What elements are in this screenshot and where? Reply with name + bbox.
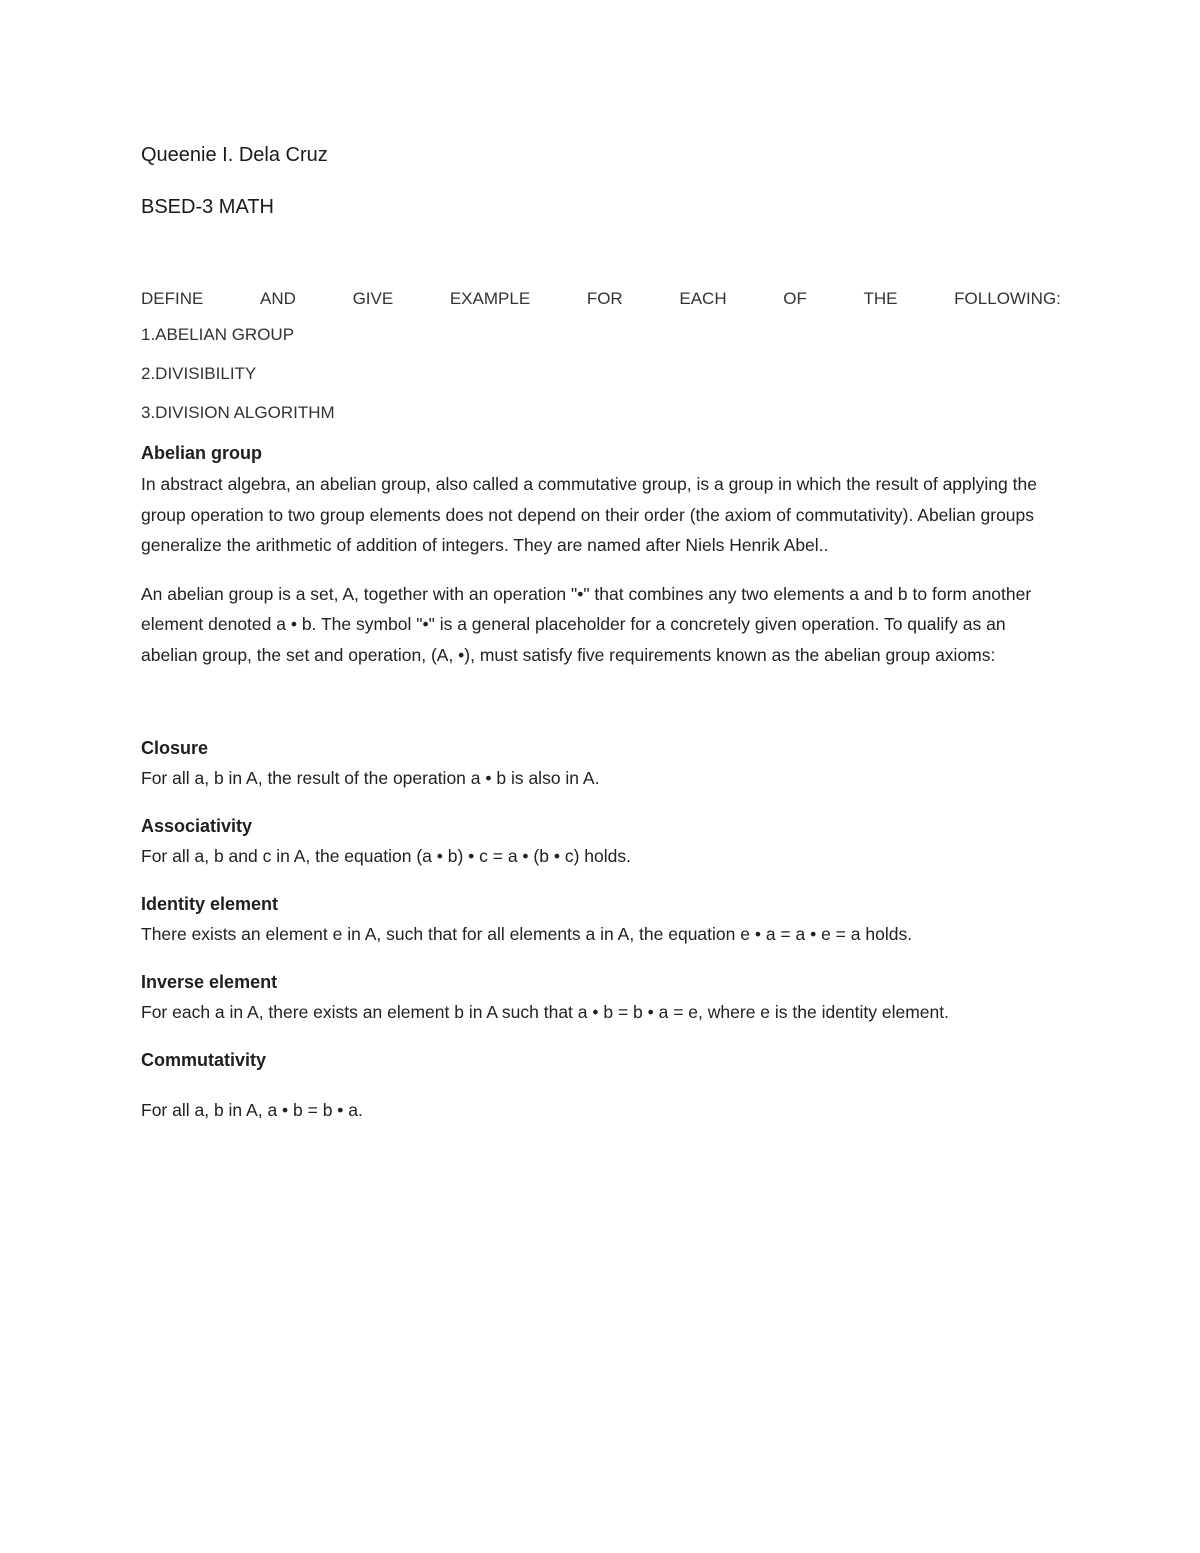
abelian-set-paragraph: An abelian group is a set, A, together with an operation "•" that combines any two elements a and b to form another element denoted a • b. The symbol "•" is a general placeholder for a concretely given operation. To qualify as an abelian group, the set and operation, (A, •), must satisfy five requirements known as the abelian group axioms: xyxy=(141,583,1032,665)
course-label: BSED-3 MATH xyxy=(141,196,274,218)
topic-item: 2.DIVISIBILITY xyxy=(141,364,257,383)
axiom-text: For all a, b in A, the result of the operation a • b is also in A. xyxy=(141,768,600,788)
axiom-title: Associativity xyxy=(141,816,253,836)
instruction-word: OF xyxy=(783,289,807,308)
axiom-text: There exists an element e in A, such that for all elements a in A, the equation e • a = a • e = a holds. xyxy=(141,924,913,944)
axiom-identity-element xyxy=(141,890,1061,948)
document-content xyxy=(141,140,1061,1144)
author-name: Queenie I. Dela Cruz xyxy=(141,144,328,166)
axiom-title: Closure xyxy=(141,738,209,758)
axiom-associativity xyxy=(141,812,1061,870)
topic-list xyxy=(141,322,1061,426)
topic-item: 1.ABELIAN GROUP xyxy=(141,325,295,344)
abelian-definition-paragraph: In abstract algebra, an abelian group, also called a commutative group, is a group in which the result of applying the group operation to two group elements does not depend on their order (the axiom of commutativity). Abelian groups generalize the arithmetic of addition of integers. They are named after Niels Henrik Abel.. xyxy=(141,474,1037,555)
instruction-word: EXAMPLE xyxy=(449,289,531,308)
axiom-list xyxy=(141,734,1061,1124)
axiom-text: For all a, b and c in A, the equation (a • b) • c = a • (b • c) holds. xyxy=(141,846,631,866)
axiom-text: For each a in A, there exists an element b in A such that a • b = b • a = e, where e is the identity element. xyxy=(141,1002,949,1022)
instruction-word: EACH xyxy=(679,289,727,308)
topic-item: 3.DIVISION ALGORITHM xyxy=(141,403,335,422)
axiom-inverse-element xyxy=(141,968,1061,1026)
axiom-title: Identity element xyxy=(141,894,279,914)
axiom-commutativity xyxy=(141,1046,1061,1124)
axiom-title: Commutativity xyxy=(141,1050,267,1070)
axiom-text: For all a, b in A, a • b = b • a. xyxy=(141,1100,363,1120)
instruction-line xyxy=(141,286,1061,312)
instruction-word: FOR xyxy=(586,289,623,308)
axiom-closure xyxy=(141,734,1061,792)
instruction-word: DEFINE xyxy=(141,289,204,308)
section-heading-abelian-group: Abelian group xyxy=(141,443,262,463)
instruction-word: FOLLOWING: xyxy=(954,289,1061,308)
instruction-word: GIVE xyxy=(352,289,394,308)
axiom-title: Inverse element xyxy=(141,972,278,992)
instruction-word: AND xyxy=(260,289,296,308)
instruction-word: THE xyxy=(863,289,898,308)
